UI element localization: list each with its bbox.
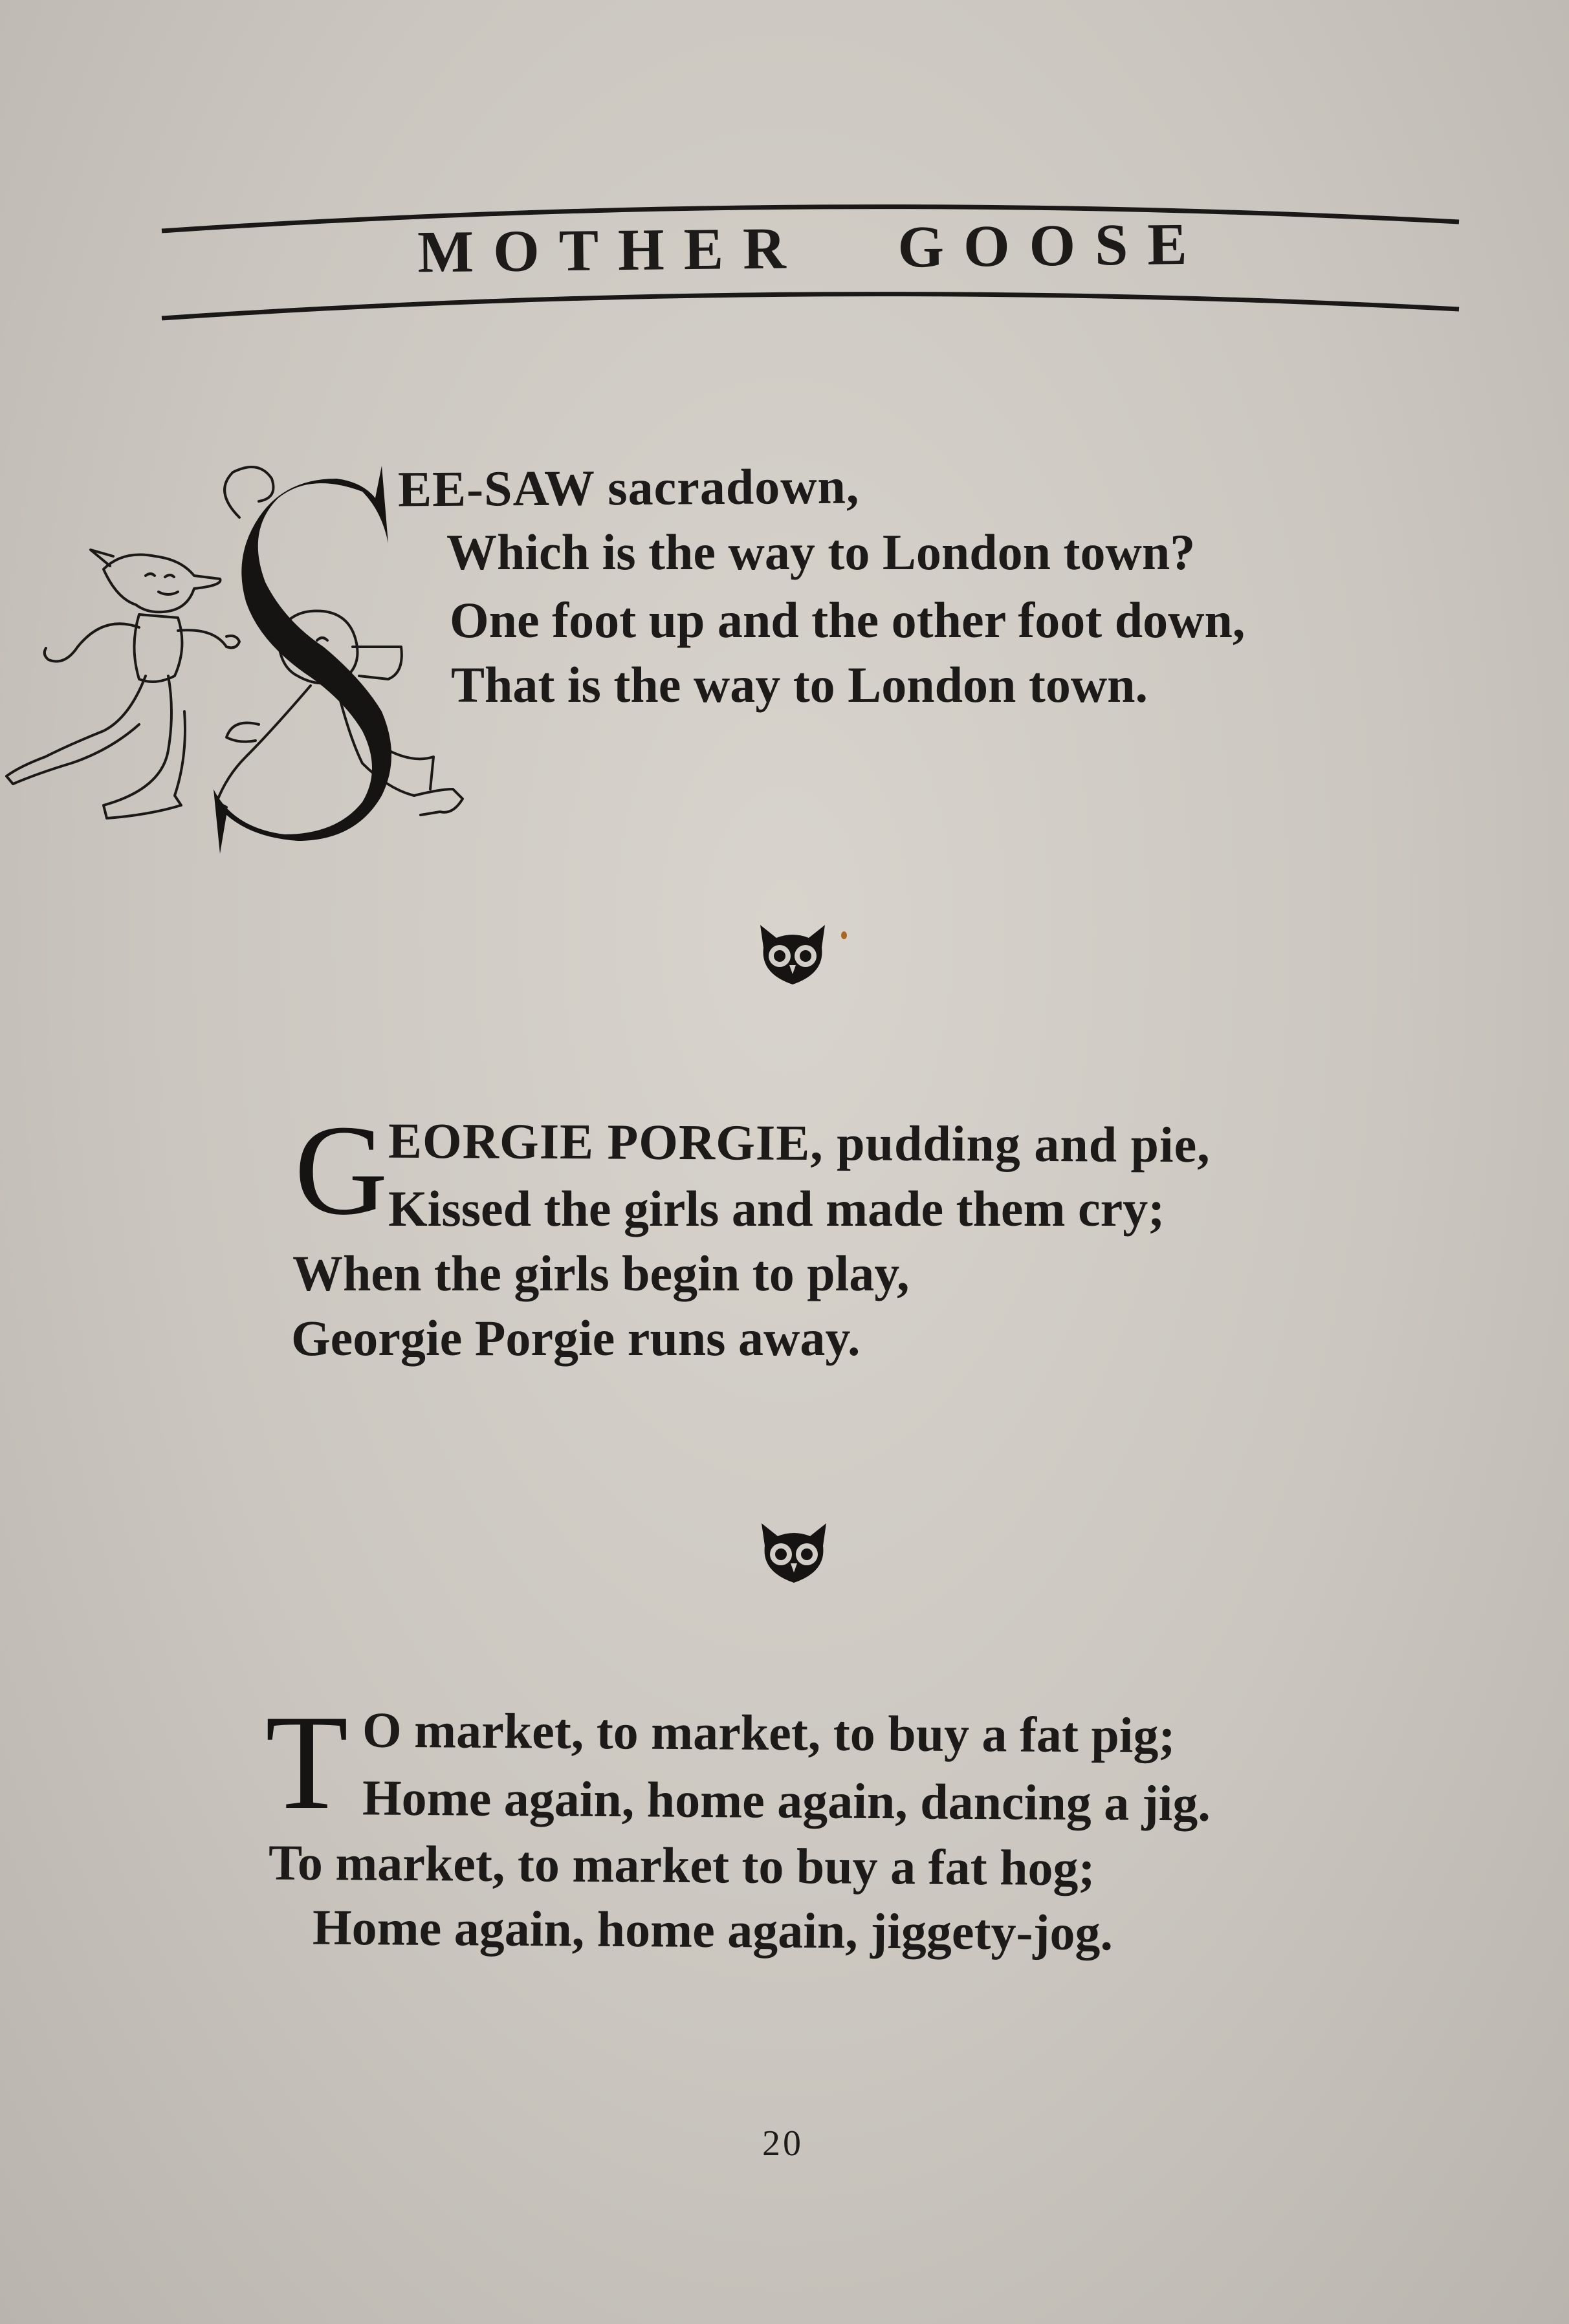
poem-line: Kissed the girls and made them cry; [388, 1180, 1165, 1237]
page-number: 20 [762, 2123, 804, 2164]
poem-line: Home again, home again, dancing a jig. [362, 1769, 1211, 1832]
poem-line: When the girls begin to play, [292, 1245, 910, 1301]
poem-line [362, 1701, 1176, 1764]
poem-line: To market, to market to buy a fat hog; [268, 1834, 1095, 1896]
running-title: MOTHER GOOSE [417, 210, 1207, 285]
poem-first-line: O market, to market, to buy a fat pig; [362, 1701, 1176, 1764]
poem-first-line: EORGIE PORGIE, pudding and pie, [388, 1112, 1211, 1173]
dropcap: T [265, 1688, 349, 1838]
poem-line: Which is the way to London town? [446, 524, 1196, 580]
poem-line: Georgie Porgie runs away. [291, 1310, 861, 1366]
poem-first-line: EE-SAW sacradown, [397, 457, 860, 517]
poem-line: That is the way to London town. [451, 657, 1148, 713]
poem-line: One foot up and the other foot down, [450, 592, 1245, 648]
poem-line: Home again, home again, jiggety-jog. [312, 1898, 1114, 1961]
dropcap: G [294, 1099, 388, 1242]
